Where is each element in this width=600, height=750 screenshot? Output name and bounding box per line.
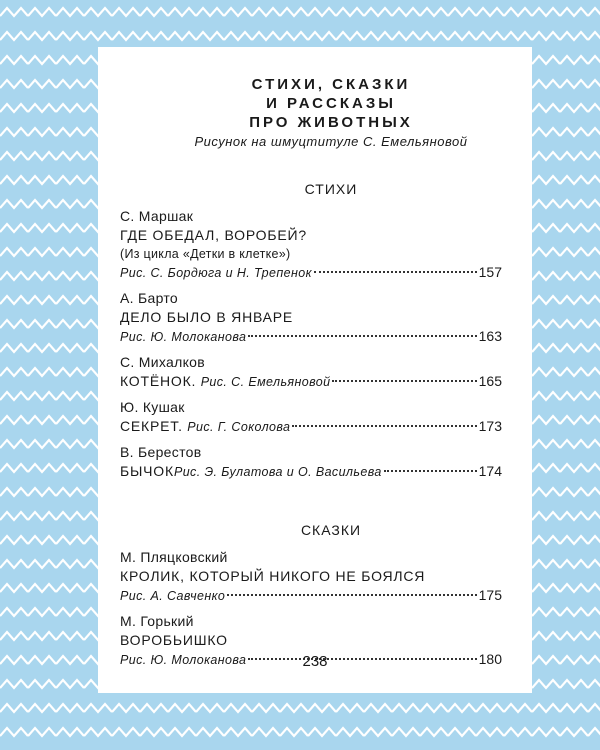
toc-entry-kushak — [120, 398, 502, 437]
title-line-2: И РАССКАЗЫ — [266, 95, 396, 112]
entry-author: А. Барто — [120, 290, 179, 306]
entry-title: ГДЕ ОБЕДАЛ, ВОРОБЕЙ? — [120, 227, 307, 243]
dot-leader — [292, 425, 476, 427]
entry-leader-line — [120, 327, 502, 347]
entry-leader-line — [120, 263, 502, 283]
entry-title: БЫЧОК — [120, 463, 174, 479]
dot-leader — [248, 335, 476, 337]
entry-leader-line — [120, 586, 502, 606]
toc-entry-plyatskovsky — [120, 548, 502, 606]
entry-page-number: 157 — [478, 264, 502, 280]
toc-entry-barto — [120, 289, 502, 347]
toc-entry-berestov — [120, 443, 502, 482]
entry-author: С. Михалков — [120, 354, 205, 370]
entry-author: Ю. Кушак — [120, 399, 185, 415]
toc-entry-mikhalkov — [120, 353, 502, 392]
entry-author: В. Берестов — [120, 444, 202, 460]
entry-page-number: 174 — [478, 463, 502, 479]
title-illustration-credit: Рисунок на шмуцтитуле С. Емельяновой — [194, 134, 468, 149]
entry-author: М. Горький — [120, 613, 194, 629]
poems-heading: СТИХИ — [304, 181, 358, 197]
entry-illustrator: Рис. С. Емельяновой — [200, 375, 331, 389]
title-line-1: СТИХИ, СКАЗКИ — [251, 76, 411, 93]
dot-leader — [227, 594, 476, 596]
entry-illustrator: Рис. А. Савченко — [120, 589, 226, 603]
entry-title: СЕКРЕТ. — [120, 418, 183, 434]
entry-illustrator: Рис. Э. Булатова и О. Васильева — [173, 465, 382, 479]
entry-illustrator: Рис. Г. Соколова — [187, 420, 291, 434]
entry-author: С. Маршак — [120, 208, 194, 224]
entry-author: М. Пляцковский — [120, 549, 228, 565]
tales-heading: СКАЗКИ — [300, 522, 362, 538]
entry-title: ДЕЛО БЫЛО В ЯНВАРЕ — [120, 309, 294, 325]
entry-illustrator: Рис. Ю. Молоканова — [120, 653, 247, 667]
entry-page-number: 163 — [478, 328, 502, 344]
dot-leader — [384, 470, 477, 472]
entry-page-number: 173 — [478, 418, 502, 434]
entry-title: ВОРОБЬИШКО — [120, 632, 228, 648]
entry-page-number: 175 — [478, 587, 502, 603]
entry-leader-line — [120, 372, 502, 392]
entry-page-number: 165 — [478, 373, 502, 389]
toc-entry-marshak — [120, 207, 502, 283]
entry-illustrator: Рис. Ю. Молоканова — [120, 330, 247, 344]
entry-leader-line — [120, 462, 502, 482]
entry-title: КОТЁНОК. — [120, 373, 197, 389]
dot-leader — [314, 271, 477, 273]
entry-page-number: 180 — [478, 651, 502, 667]
entry-note: (Из цикла «Детки в клетке») — [120, 247, 291, 261]
title-line-3: ПРО ЖИВОТНЫХ — [249, 114, 413, 131]
entry-illustrator: Рис. С. Бордюга и Н. Трепенок — [120, 266, 312, 280]
entry-leader-line — [120, 417, 502, 437]
entry-title: КРОЛИК, КОТОРЫЙ НИКОГО НЕ БОЯЛСЯ — [120, 568, 426, 584]
dot-leader — [332, 380, 476, 382]
page-number: 238 — [302, 653, 328, 670]
section-title — [120, 75, 502, 132]
contents-page — [98, 47, 532, 693]
